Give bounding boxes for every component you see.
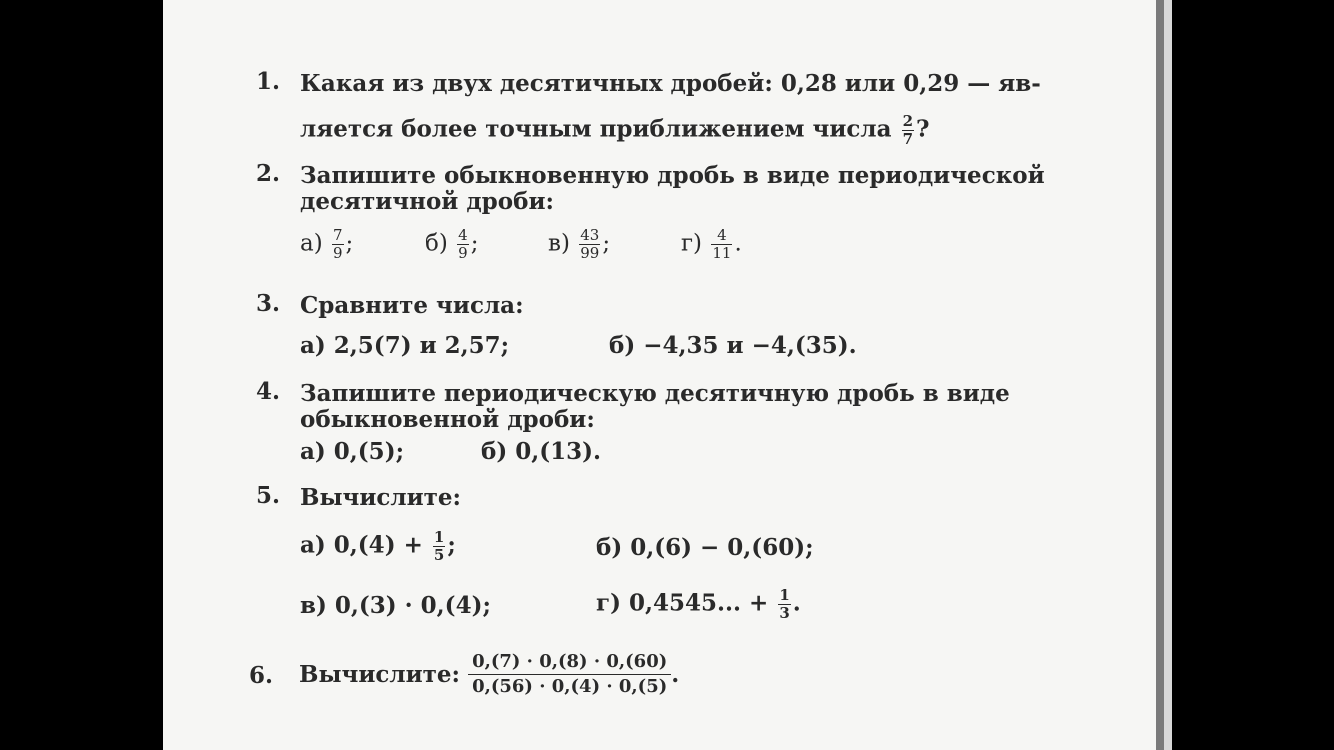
question-2-number: 2. [256,160,281,187]
textbook-page [163,0,1156,750]
question-5-item-d: г) 0,4545... + $\frac{1}{3}$ . [596,586,801,622]
question-4-item-b: б) 0,(13). [481,438,602,465]
question-1-line-2-text: ляется более точным приближением числа [300,115,892,143]
question-2-line-2: десятичной дроби: [300,188,554,215]
question-3-line-1: Сравните числа: [300,292,524,319]
question-3-number: 3. [256,290,281,317]
question-2-item-c: в) $\frac{43}{99}$ ; [548,226,611,262]
question-5-number: 5. [256,482,281,509]
question-1-number: 1. [256,68,281,95]
question-2-line-1: Запишите обыкновенную дробь в виде периодической [300,162,1045,189]
question-6-number: 6. [249,662,274,689]
question-2-item-b: б) $\frac{4}{9}$ ; [425,226,479,262]
page-edge-shadow [1156,0,1164,750]
question-3-item-a: а) 2,5(7) и 2,57; [300,332,510,359]
question-2-item-a: а) $\frac{7}{9}$ ; [300,226,354,262]
question-6-numerator: 0,(7) · 0,(8) · 0,(60) [468,652,671,675]
question-4-line-2: обыкновенной дроби: [300,406,595,433]
question-2-item-d: г) $\frac{4}{11}$ . [681,226,742,262]
page-edge-highlight [1164,0,1172,750]
question-6-line [299,652,679,697]
question-1-fraction: $\frac{2}{7}$ [902,112,914,148]
question-5-item-a: а) 0,(4) + $\frac{1}{5}$ ; [300,528,456,564]
question-6-label: Вычислите: [299,660,461,688]
question-1-line-2 [300,114,930,147]
question-5-line-1: Вычислите: [300,484,462,511]
question-5-item-b: б) 0,(6) − 0,(60); [596,534,814,561]
question-6-fraction [468,652,671,697]
question-3-item-b: б) −4,35 и −4,(35). [609,332,857,359]
question-4-item-a: а) 0,(5); [300,438,405,465]
question-6-end: . [671,660,680,688]
question-5-item-c: в) 0,(3) · 0,(4); [300,592,491,619]
question-1-line-1: Какая из двух десятичных дробей: 0,28 или 0,29 — яв- [300,70,1041,97]
question-4-line-1: Запишите периодическую десятичную дробь в виде [300,380,1010,407]
question-6-denominator: 0,(56) · 0,(4) · 0,(5) [472,675,668,697]
question-1-end: ? [916,115,930,143]
question-4-number: 4. [256,378,281,405]
